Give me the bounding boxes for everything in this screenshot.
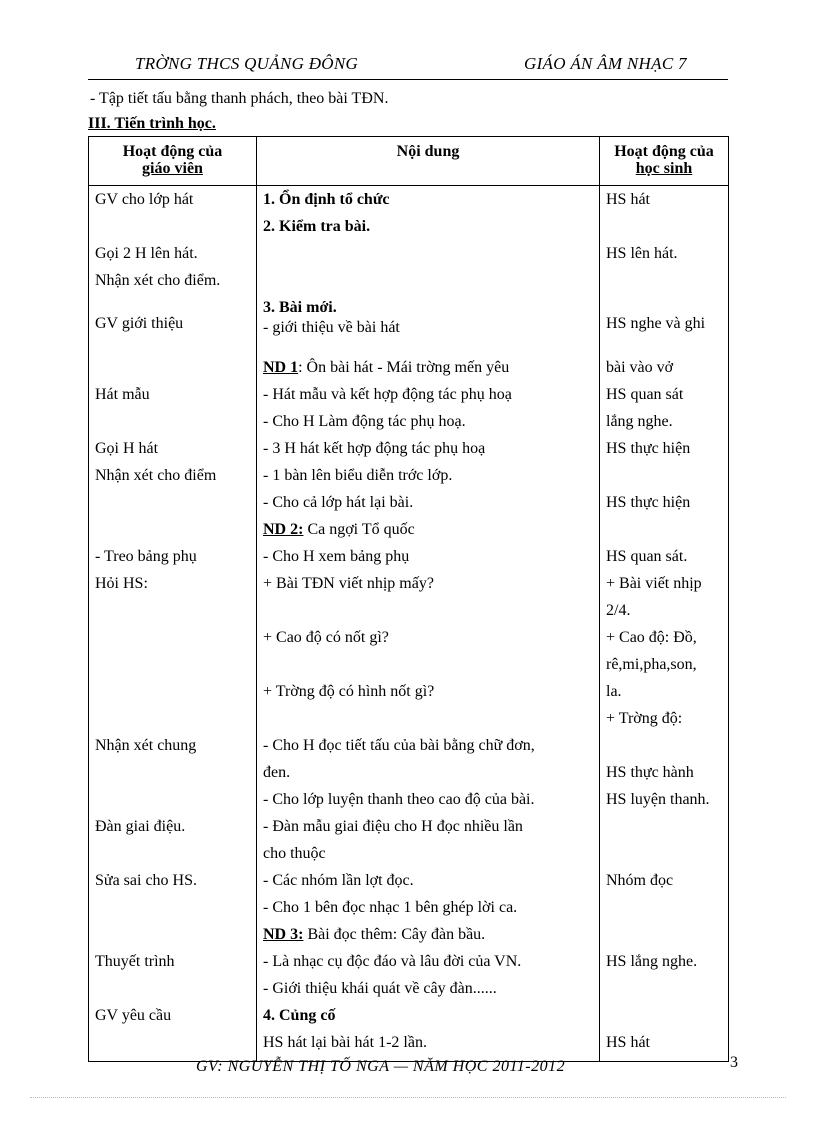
content-cell: [257, 597, 600, 624]
content-cell: đen.: [257, 759, 600, 786]
table-row: [89, 462, 729, 489]
content-cell: [257, 267, 600, 294]
student-cell: HS hát: [600, 186, 729, 214]
table-row: [89, 813, 729, 840]
content-cell: 1. Ổn định tổ chức: [257, 186, 600, 214]
header-student-line2: học sinh: [635, 160, 693, 177]
school-name: TRỜNG THCS QUẢNG ĐÔNG: [135, 54, 359, 73]
table-row: [89, 678, 729, 705]
student-cell: rê,mi,pha,son,: [600, 651, 729, 678]
content-cell: - Cho 1 bên đọc nhạc 1 bên ghép lời ca.: [257, 894, 600, 921]
student-cell: HS quan sát: [600, 381, 729, 408]
page-number: 3: [730, 1054, 738, 1071]
header-student: [600, 137, 729, 186]
content-cell: 4. Củng cố: [257, 1002, 600, 1029]
table-row: [89, 867, 729, 894]
nd-label: ND 1: [263, 359, 299, 376]
header-teacher-line1: Hoạt động của: [122, 143, 223, 160]
content-cell: [257, 516, 600, 543]
content-cell: - Các nhóm lần lợt đọc.: [257, 867, 600, 894]
student-cell: HS thực hiện: [600, 435, 729, 462]
teacher-cell: Thuyết trình: [89, 948, 257, 975]
content-cell: [257, 921, 600, 948]
table-row: [89, 921, 729, 948]
student-cell: HS luyện thanh.: [600, 786, 729, 813]
teacher-cell: [89, 975, 257, 1002]
table-row: [89, 948, 729, 975]
student-cell: bài vào vở: [600, 354, 729, 381]
teacher-cell: [89, 1029, 257, 1062]
content-cell: - Là nhạc cụ độc đáo và lâu đời của VN.: [257, 948, 600, 975]
teacher-cell: GV yêu cầu: [89, 1002, 257, 1029]
content-text: - giới thiệu về bài hát: [263, 319, 400, 336]
teacher-cell: [89, 678, 257, 705]
teacher-cell: Nhận xét cho điểm: [89, 462, 257, 489]
teacher-cell: Nhận xét chung: [89, 732, 257, 759]
teacher-cell: - Treo bảng phụ: [89, 543, 257, 570]
teacher-cell: Hỏi HS:: [89, 570, 257, 597]
teacher-cell: GV giới thiệu: [89, 294, 257, 354]
content-cell: - Cho H đọc tiết tấu của bài bằng chữ đơn,: [257, 732, 600, 759]
content-cell: - Giới thiệu khái quát về cây đàn......: [257, 975, 600, 1002]
table-row: [89, 435, 729, 462]
teacher-cell: [89, 354, 257, 381]
intro-line: - Tập tiết tấu bằng thanh phách, theo bài TĐN.: [90, 90, 389, 107]
table-row: [89, 570, 729, 597]
table-row: [89, 213, 729, 240]
content-cell: 2. Kiểm tra bài.: [257, 213, 600, 240]
teacher-cell: [89, 894, 257, 921]
content-cell: - Cho cả lớp hát lại bài.: [257, 489, 600, 516]
table-row: [89, 1002, 729, 1029]
table-row: [89, 651, 729, 678]
table-row: [89, 840, 729, 867]
teacher-cell: [89, 408, 257, 435]
content-cell: [257, 354, 600, 381]
student-cell: HS lên hát.: [600, 240, 729, 267]
teacher-cell: [89, 213, 257, 240]
student-cell: + Bài viết nhịp: [600, 570, 729, 597]
student-cell: HS hát: [600, 1029, 729, 1062]
teacher-cell: [89, 759, 257, 786]
teacher-cell: Sửa sai cho HS.: [89, 867, 257, 894]
table-row: [89, 759, 729, 786]
header-student-line1: Hoạt động của: [614, 143, 714, 160]
section-heading: 3. Bài mới.: [263, 299, 337, 316]
table-row: [89, 705, 729, 732]
table-row: [89, 294, 729, 354]
lesson-table: [88, 136, 729, 1062]
teacher-cell: [89, 624, 257, 651]
teacher-cell: [89, 786, 257, 813]
page-bottom-divider: [30, 1097, 786, 1098]
table-row: [89, 408, 729, 435]
student-cell: [600, 1002, 729, 1029]
table-row: [89, 354, 729, 381]
student-cell: [600, 516, 729, 543]
content-cell: - Cho H xem bảng phụ: [257, 543, 600, 570]
table-row: [89, 786, 729, 813]
table-row: [89, 1029, 729, 1062]
student-cell: [600, 267, 729, 294]
table-row: [89, 240, 729, 267]
teacher-cell: GV cho lớp hát: [89, 186, 257, 214]
nd-title: : Ôn bài hát - Mái trờng mến yêu: [298, 359, 510, 376]
table-header-row: [89, 137, 729, 186]
content-cell: - Cho H Làm động tác phụ hoạ.: [257, 408, 600, 435]
student-cell: Nhóm đọc: [600, 867, 729, 894]
teacher-cell: [89, 705, 257, 732]
table-row: [89, 186, 729, 214]
student-cell: [600, 732, 729, 759]
header-content: Nội dung: [257, 137, 600, 186]
student-cell: la.: [600, 678, 729, 705]
content-cell: [257, 705, 600, 732]
teacher-cell: Gọi H hát: [89, 435, 257, 462]
header-teacher: [89, 137, 257, 186]
header-teacher-line2: giáo viên: [142, 160, 203, 177]
table-row: [89, 975, 729, 1002]
table-row: [89, 381, 729, 408]
content-cell: + Trờng độ có hình nốt gì?: [257, 678, 600, 705]
student-cell: [600, 813, 729, 840]
lesson-table-wrapper: [88, 136, 729, 1062]
header-divider: [88, 79, 728, 80]
content-cell: + Cao độ có nốt gì?: [257, 624, 600, 651]
student-cell: + Trờng độ:: [600, 705, 729, 732]
page-header: [0, 52, 816, 80]
student-cell: [600, 840, 729, 867]
table-row: [89, 543, 729, 570]
student-cell: + Cao độ: Đồ,: [600, 624, 729, 651]
teacher-cell: [89, 489, 257, 516]
content-cell: - Hát mẫu và kết hợp động tác phụ hoạ: [257, 381, 600, 408]
content-cell: HS hát lại bài hát 1-2 lần.: [257, 1029, 600, 1062]
table-row: [89, 894, 729, 921]
table-row: [89, 489, 729, 516]
content-cell: [257, 240, 600, 267]
nd-title: Ca ngợi Tổ quốc: [303, 521, 415, 538]
content-cell: cho thuộc: [257, 840, 600, 867]
content-cell: + Bài TĐN viết nhịp mấy?: [257, 570, 600, 597]
teacher-cell: Gọi 2 H lên hát.: [89, 240, 257, 267]
student-cell: [600, 213, 729, 240]
student-cell: HS lắng nghe.: [600, 948, 729, 975]
content-cell: - Cho lớp luyện thanh theo cao độ của bài.: [257, 786, 600, 813]
student-cell: [600, 462, 729, 489]
content-cell: - 3 H hát kết hợp động tác phụ hoạ: [257, 435, 600, 462]
student-cell: [600, 921, 729, 948]
student-cell: [600, 894, 729, 921]
content-cell: - 1 bàn lên biểu diễn trớc lớp.: [257, 462, 600, 489]
teacher-cell: [89, 516, 257, 543]
teacher-cell: [89, 597, 257, 624]
teacher-cell: Nhận xét cho điểm.: [89, 267, 257, 294]
table-row: [89, 597, 729, 624]
student-cell: HS nghe và ghi: [600, 294, 729, 354]
content-cell: - Đàn mẫu giai điệu cho H đọc nhiều lần: [257, 813, 600, 840]
teacher-cell: Đàn giai điệu.: [89, 813, 257, 840]
page-footer: GV: NGUYỄN THỊ TỐ NGA — NĂM HỌC 2011-2012: [196, 1058, 566, 1075]
table-row: [89, 732, 729, 759]
teacher-cell: Hát mẫu: [89, 381, 257, 408]
student-cell: lắng nghe.: [600, 408, 729, 435]
student-cell: HS thực hiện: [600, 489, 729, 516]
student-cell: HS quan sát.: [600, 543, 729, 570]
content-cell: [257, 294, 600, 354]
nd-title: Bài đọc thêm: Cây đàn bầu.: [303, 926, 486, 943]
student-cell: [600, 975, 729, 1002]
table-row: [89, 516, 729, 543]
teacher-cell: [89, 840, 257, 867]
nd-label: ND 3:: [263, 926, 304, 943]
teacher-cell: [89, 651, 257, 678]
nd-label: ND 2:: [263, 521, 304, 538]
student-cell: 2/4.: [600, 597, 729, 624]
table-row: [89, 267, 729, 294]
content-cell: [257, 651, 600, 678]
table-row: [89, 624, 729, 651]
document-title: GIÁO ÁN ÂM NHẠC 7: [524, 54, 687, 73]
student-cell: HS thực hành: [600, 759, 729, 786]
teacher-cell: [89, 921, 257, 948]
section-title: III. Tiến trình học.: [88, 115, 216, 132]
